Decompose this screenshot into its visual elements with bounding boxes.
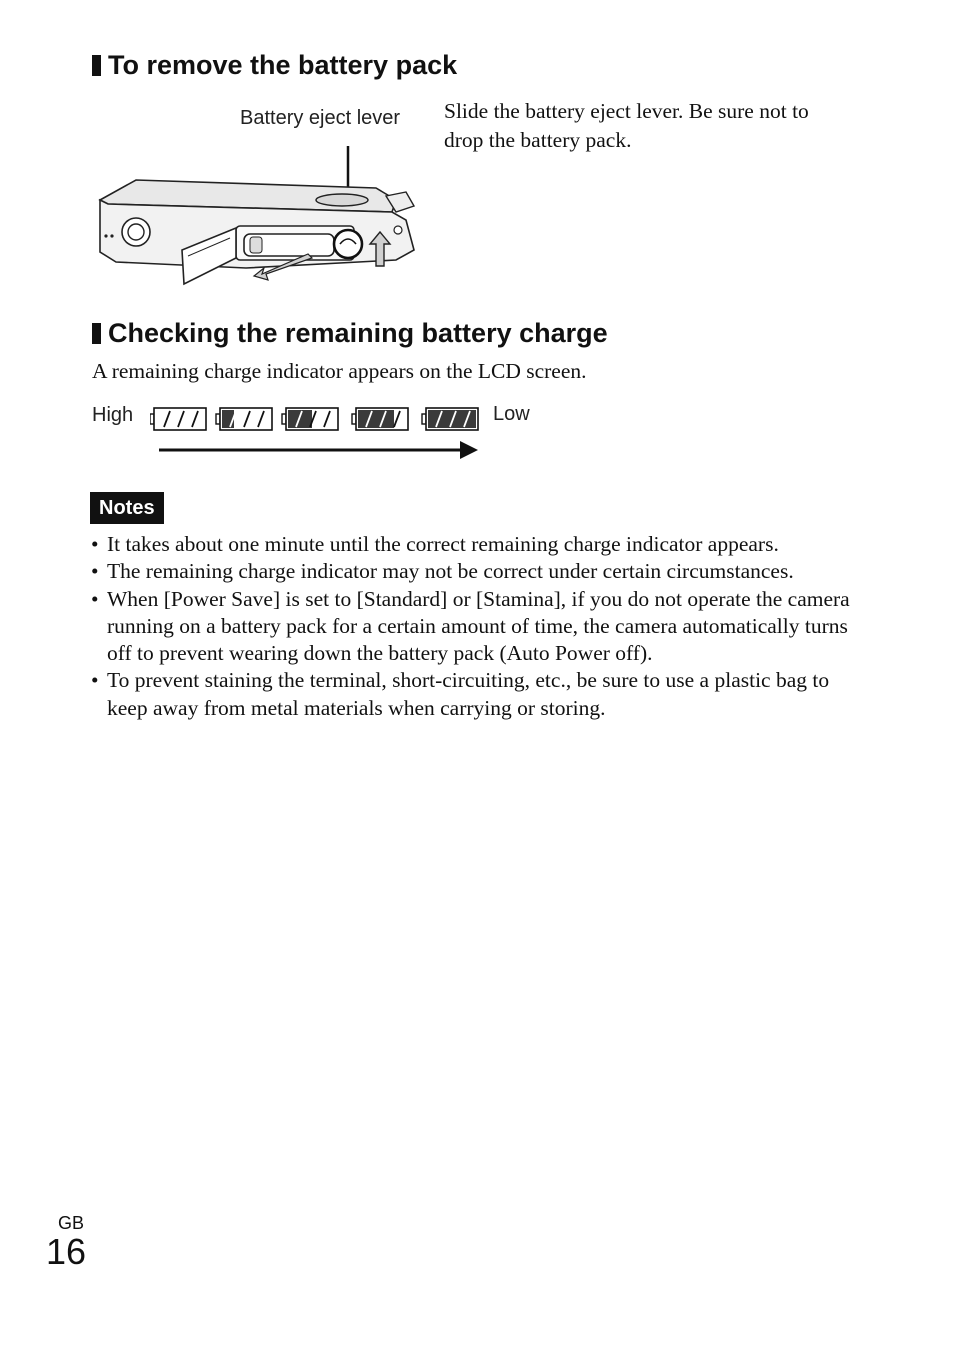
- battery-level-icon: [422, 408, 478, 430]
- high-to-low-arrow-head: [460, 441, 478, 459]
- page-number: 16: [46, 1231, 87, 1272]
- section-heading-remove-battery: [92, 50, 457, 80]
- notes-list: [91, 531, 851, 722]
- section-title: Checking the remaining battery charge: [108, 318, 608, 348]
- notes-badge: Notes: [90, 492, 164, 524]
- battery-level-icon: [216, 408, 272, 430]
- battery-level-icon: [352, 408, 408, 430]
- battery-indicator-row: [150, 402, 490, 466]
- battery-level-icon: [282, 408, 338, 430]
- charge-description: A remaining charge indicator appears on the LCD screen.: [92, 359, 587, 383]
- high-label: High: [92, 404, 134, 426]
- list-item: • The remaining charge indicator may not be correct under certain circumstances.: [91, 558, 851, 585]
- list-item: • It takes about one minute until the correct remaining charge indicator appears.: [91, 531, 851, 558]
- lever-callout-label: Battery eject lever: [240, 107, 401, 129]
- region-code: GB: [58, 1213, 85, 1233]
- battery-level-icon: [150, 408, 206, 430]
- section-title: To remove the battery pack: [108, 50, 458, 80]
- heading-marker-icon: [92, 323, 101, 344]
- remove-instruction: Slide the battery eject lever. Be sure not to drop the battery pack.: [444, 99, 809, 152]
- low-label: Low: [493, 403, 530, 425]
- list-item: • To prevent staining the terminal, short-circuiting, etc., be sure to use a plastic bag to keep away from metal materials when carrying or storing.: [91, 667, 851, 722]
- camera-battery-illustration: [96, 140, 426, 290]
- list-item: • When [Power Save] is set to [Standard] or [Stamina], if you do not operate the camera running on a battery pack for a certain amount of time, the camera automatically turns off to prevent wearing down the battery pack (Auto Power off).: [91, 586, 851, 668]
- heading-marker-icon: [92, 55, 101, 76]
- section-heading-check-charge: [92, 318, 608, 348]
